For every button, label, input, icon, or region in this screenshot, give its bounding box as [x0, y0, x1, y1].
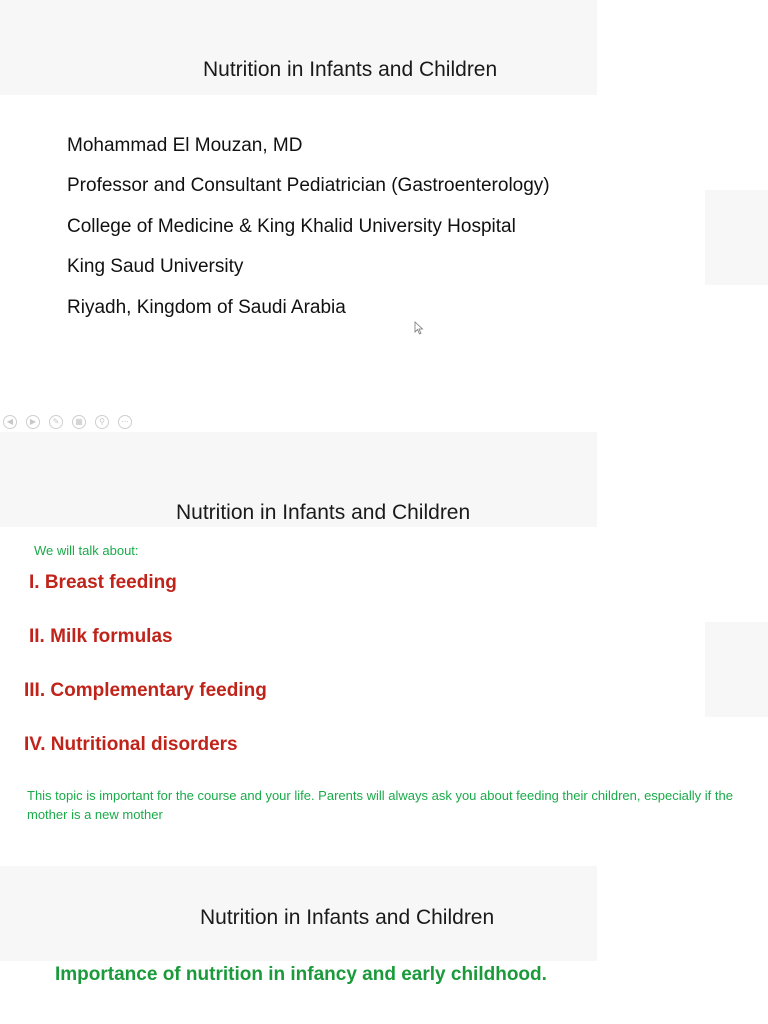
- more-icon[interactable]: ⋯: [118, 415, 132, 429]
- slide-1: [0, 0, 768, 440]
- slide-background: [705, 190, 768, 285]
- author-line: College of Medicine & King Khalid University Hospital: [67, 216, 516, 237]
- mouse-cursor-icon: [414, 321, 424, 335]
- zoom-icon[interactable]: ⚲: [95, 415, 109, 429]
- topic-item: II. Milk formulas: [29, 626, 173, 647]
- topic-item: IV. Nutritional disorders: [24, 734, 238, 755]
- pen-icon[interactable]: ✎: [49, 415, 63, 429]
- slide-background: [705, 622, 768, 717]
- topic-item: III. Complementary feeding: [24, 680, 267, 701]
- slide-title: Nutrition in Infants and Children: [200, 906, 495, 929]
- topic-intro: We will talk about:: [34, 543, 139, 558]
- slide-heading: Importance of nutrition in infancy and early childhood.: [55, 964, 547, 985]
- slide-title: Nutrition in Infants and Children: [203, 58, 498, 81]
- previous-icon[interactable]: ◀: [3, 415, 17, 429]
- next-icon[interactable]: ▶: [26, 415, 40, 429]
- slide-title: Nutrition in Infants and Children: [176, 501, 471, 524]
- author-line: Mohammad El Mouzan, MD: [67, 135, 303, 156]
- author-line: Professor and Consultant Pediatrician (Gastroenterology): [67, 175, 550, 196]
- topic-item: I. Breast feeding: [29, 572, 177, 593]
- speaker-note: This topic is important for the course and your life. Parents will always ask you about feeding their children, especially if the mother is a new mother: [27, 788, 733, 822]
- slideshow-toolbar: [3, 415, 132, 429]
- slides-icon[interactable]: ▦: [72, 415, 86, 429]
- author-line: King Saud University: [67, 256, 244, 277]
- author-line: Riyadh, Kingdom of Saudi Arabia: [67, 297, 346, 318]
